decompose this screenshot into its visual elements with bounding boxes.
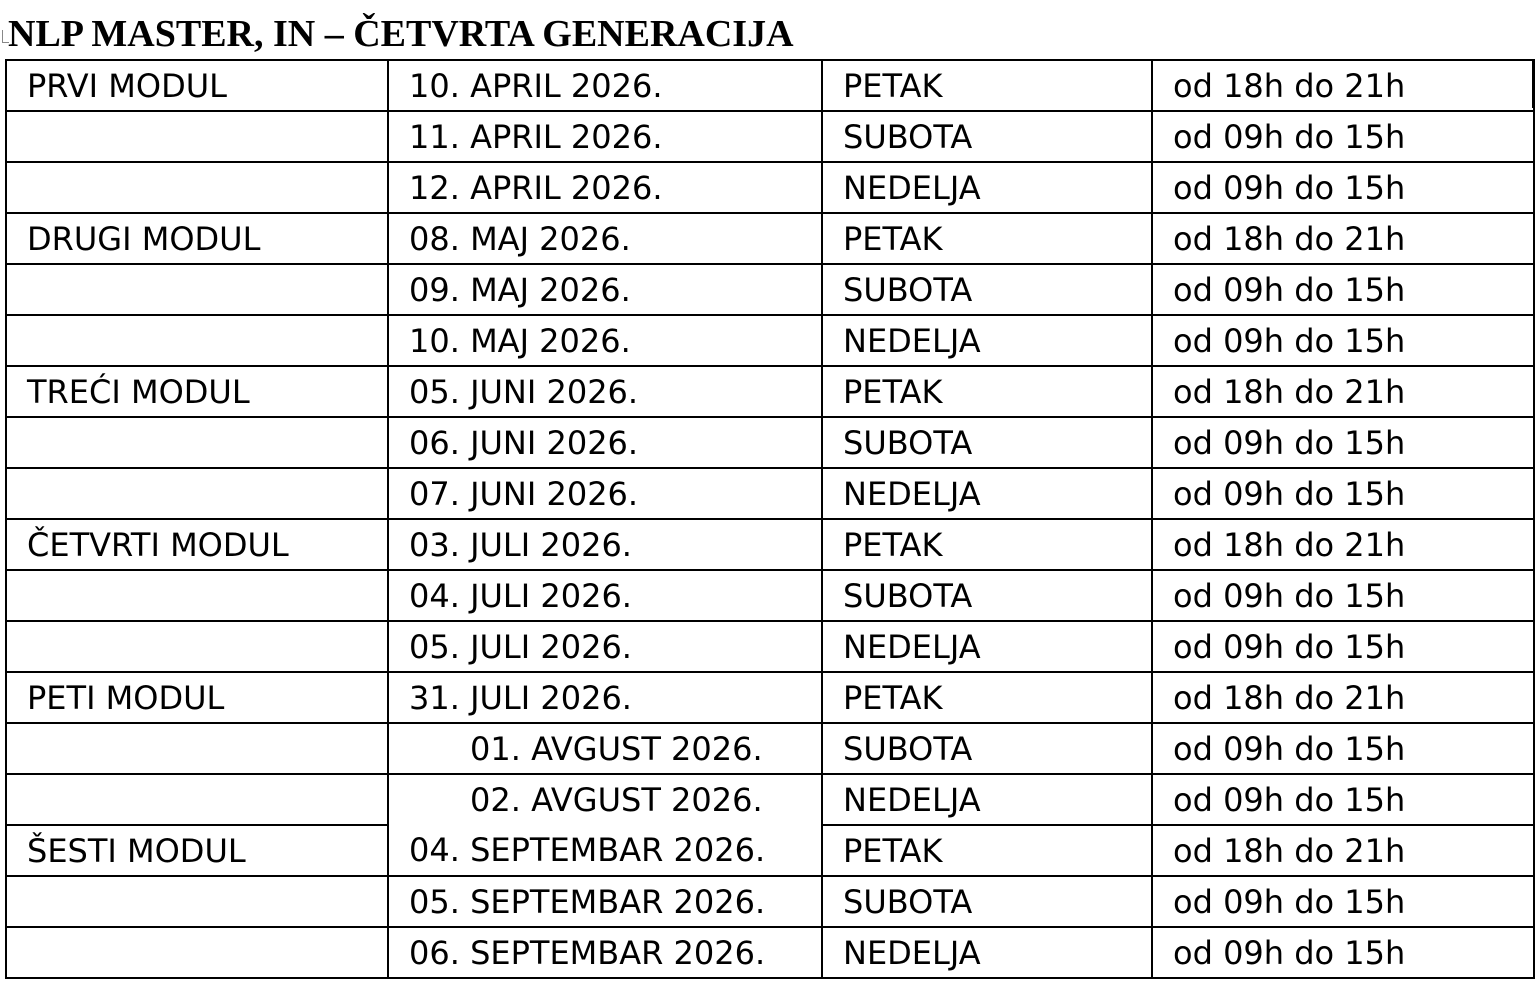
module-cell bbox=[6, 417, 388, 468]
table-row bbox=[6, 60, 1534, 111]
table-row bbox=[6, 213, 1534, 264]
day-cell: NEDELJA bbox=[822, 162, 1152, 213]
date-cell: 12. APRIL 2026. bbox=[388, 162, 822, 213]
date-cell: 06. SEPTEMBAR 2026. bbox=[388, 927, 822, 978]
date-cell: 10. MAJ 2026. bbox=[388, 315, 822, 366]
time-cell: od 09h do 15h bbox=[1152, 468, 1534, 519]
table-row bbox=[6, 519, 1534, 570]
time-cell: od 09h do 15h bbox=[1152, 111, 1534, 162]
table-row bbox=[6, 621, 1534, 672]
day-cell: PETAK bbox=[822, 213, 1152, 264]
date-cell: 01. AVGUST 2026. bbox=[388, 723, 822, 774]
date-cell: 31. JULI 2026. bbox=[388, 672, 822, 723]
time-cell: od 18h do 21h bbox=[1152, 825, 1534, 876]
day-cell: SUBOTA bbox=[822, 264, 1152, 315]
table-row bbox=[6, 825, 1534, 876]
day-cell: PETAK bbox=[822, 366, 1152, 417]
day-cell: NEDELJA bbox=[822, 468, 1152, 519]
module-cell bbox=[6, 468, 388, 519]
module-cell bbox=[6, 774, 388, 825]
date-cell: 09. MAJ 2026. bbox=[388, 264, 822, 315]
time-cell: od 09h do 15h bbox=[1152, 876, 1534, 927]
table-row bbox=[6, 927, 1534, 978]
date-cell: 05. SEPTEMBAR 2026. bbox=[388, 876, 822, 927]
module-cell bbox=[6, 264, 388, 315]
module-cell bbox=[6, 162, 388, 213]
time-cell: od 09h do 15h bbox=[1152, 417, 1534, 468]
day-cell: SUBOTA bbox=[822, 723, 1152, 774]
time-cell: od 09h do 15h bbox=[1152, 315, 1534, 366]
table-row bbox=[6, 876, 1534, 927]
time-cell: od 09h do 15h bbox=[1152, 723, 1534, 774]
date-cell: 05. JUNI 2026. bbox=[388, 366, 822, 417]
date-cell: 04. JULI 2026. bbox=[388, 570, 822, 621]
table-row bbox=[6, 315, 1534, 366]
module-cell bbox=[6, 111, 388, 162]
time-cell: od 09h do 15h bbox=[1152, 621, 1534, 672]
day-cell: PETAK bbox=[822, 60, 1152, 111]
module-cell: PRVI MODUL bbox=[6, 60, 388, 111]
date-cell: 02. AVGUST 2026. bbox=[388, 774, 822, 825]
module-cell bbox=[6, 570, 388, 621]
schedule-table bbox=[5, 59, 1535, 979]
date-cell: 04. SEPTEMBAR 2026. bbox=[388, 825, 822, 876]
table-row bbox=[6, 366, 1534, 417]
day-cell: SUBOTA bbox=[822, 876, 1152, 927]
module-cell: ŠESTI MODUL bbox=[6, 825, 388, 876]
table-row bbox=[6, 264, 1534, 315]
time-cell: od 09h do 15h bbox=[1152, 264, 1534, 315]
date-cell: 11. APRIL 2026. bbox=[388, 111, 822, 162]
date-cell: 05. JULI 2026. bbox=[388, 621, 822, 672]
time-cell: od 09h do 15h bbox=[1152, 927, 1534, 978]
table-row bbox=[6, 417, 1534, 468]
table-row bbox=[6, 162, 1534, 213]
table-row bbox=[6, 570, 1534, 621]
schedule-body bbox=[6, 60, 1534, 978]
module-cell: DRUGI MODUL bbox=[6, 213, 388, 264]
day-cell: PETAK bbox=[822, 519, 1152, 570]
table-row bbox=[6, 111, 1534, 162]
time-cell: od 09h do 15h bbox=[1152, 162, 1534, 213]
time-cell: od 18h do 21h bbox=[1152, 213, 1534, 264]
table-row bbox=[6, 468, 1534, 519]
page-title: NLP MASTER, IN – ČETVRTA GENERACIJA bbox=[8, 13, 794, 55]
day-cell: NEDELJA bbox=[822, 927, 1152, 978]
time-cell: od 18h do 21h bbox=[1152, 672, 1534, 723]
module-cell: TREĆI MODUL bbox=[6, 366, 388, 417]
module-cell bbox=[6, 315, 388, 366]
table-row bbox=[6, 723, 1534, 774]
module-cell: ČETVRTI MODUL bbox=[6, 519, 388, 570]
text-cursor-bar bbox=[1532, 60, 1534, 108]
day-cell: PETAK bbox=[822, 825, 1152, 876]
module-cell bbox=[6, 927, 388, 978]
date-cell: 08. MAJ 2026. bbox=[388, 213, 822, 264]
day-cell: SUBOTA bbox=[822, 111, 1152, 162]
day-cell: PETAK bbox=[822, 672, 1152, 723]
time-cell: od 18h do 21h bbox=[1152, 519, 1534, 570]
day-cell: NEDELJA bbox=[822, 774, 1152, 825]
day-cell: SUBOTA bbox=[822, 417, 1152, 468]
day-cell: NEDELJA bbox=[822, 315, 1152, 366]
date-cell: 06. JUNI 2026. bbox=[388, 417, 822, 468]
table-row bbox=[6, 774, 1534, 825]
day-cell: NEDELJA bbox=[822, 621, 1152, 672]
date-cell: 07. JUNI 2026. bbox=[388, 468, 822, 519]
time-cell: od 18h do 21h bbox=[1152, 60, 1534, 111]
time-cell: od 09h do 15h bbox=[1152, 570, 1534, 621]
module-cell bbox=[6, 876, 388, 927]
time-cell: od 09h do 15h bbox=[1152, 774, 1534, 825]
module-cell bbox=[6, 621, 388, 672]
time-cell: od 18h do 21h bbox=[1152, 366, 1534, 417]
day-cell: SUBOTA bbox=[822, 570, 1152, 621]
date-cell: 10. APRIL 2026. bbox=[388, 60, 822, 111]
module-cell: PETI MODUL bbox=[6, 672, 388, 723]
module-cell bbox=[6, 723, 388, 774]
date-cell: 03. JULI 2026. bbox=[388, 519, 822, 570]
table-row bbox=[6, 672, 1534, 723]
